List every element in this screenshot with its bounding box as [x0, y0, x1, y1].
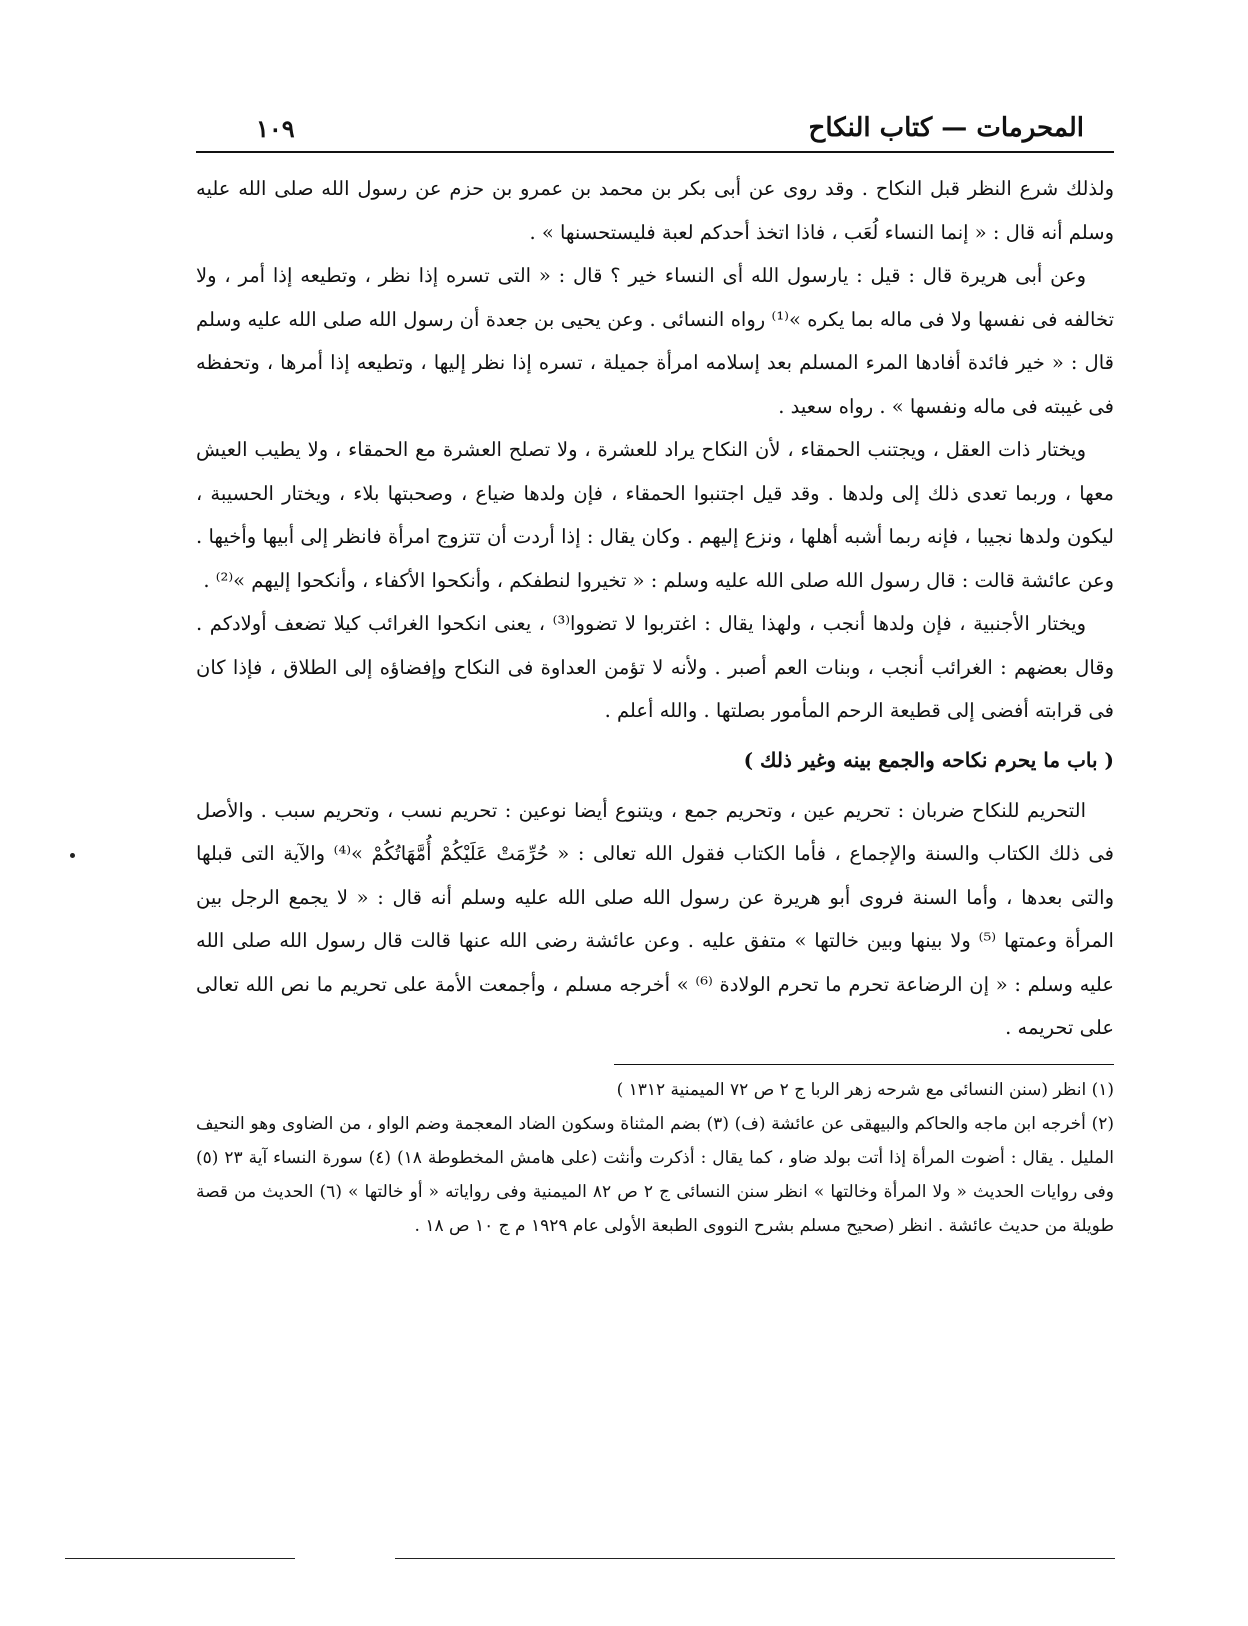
footnote-1: (١) انظر (سنن النسائى مع شرحه زهر الربا ج ٢ ص ٧٢ الميمنية ١٣١٢ ) [616, 1079, 1114, 1100]
header-rule [196, 151, 1114, 153]
chapter-paragraph: التحريم للنكاح ضربان : تحريم عين ، وتحريم جمع ، ويتنوع أيضا نوعين : تحريم نسب ، وتحريم سبب . والأصل فى ذلك الكتاب والسنة والإجماع ، فأما الكتاب فقول الله تعالى : « حُرِّمَتْ عَلَيْكُمْ أُمَّهَاتُكُمْ »⁽⁴⁾ والآية التى قبلها والتى بعدها ، وأما السنة فروى أبو هريرة عن رسول الله صلى الله عليه وسلم أنه قال : « لا يجمع الرجل بين المرأة وعمتها ⁽⁵⁾ ولا بينها وبين خالتها » متفق عليه . وعن عائشة رضى الله عنها قالت قال رسول الله صلى الله عليه وسلم : « إن الرضاعة تحرم ما تحرم الولادة ⁽⁶⁾ » أخرجه مسلم ، وأجمعت الأمة على تحريم ما نص الله تعالى على تحريمه . [196, 798, 1115, 1039]
chapter-title: ( باب ما يحرم نكاحه والجمع بينه وغير ذلك ) [743, 747, 1114, 772]
scan-speck [70, 853, 75, 858]
running-header [196, 95, 1114, 143]
footnotes [196, 1073, 1114, 1243]
paragraph-1: ولذلك شرع النظر قبل النكاح . وقد روى عن أبى بكر بن محمد بن عمرو بن حزم عن رسول الله صلى الله عليه وسلم أنه قال : « إنما النساء لُعَب ، فاذا اتخذ أحدكم لعبة فليستحسنها » . [196, 177, 1114, 244]
paragraph-2: وعن أبى هريرة قال : قيل : يارسول الله أى النساء خير ؟ قال : « التى تسره إذا نظر ، وتطيعه إذا أمر ، ولا تخالفه فى نفسها ولا فى ماله بما يكره »⁽¹⁾ رواه النسائى . وعن يحيى بن جعدة أن رسول الله صلى الله عليه وسلم قال : « خير فائدة أفادها المرء المسلم بعد إسلامه امرأة جميلة ، تسره إذا نظر إليها ، وتطيعه إذا أمرها ، وتحفظه فى غيبته فى ماله ونفسها » . رواه سعيد . [196, 264, 1114, 418]
paragraph-4: ويختار الأجنبية ، فإن ولدها أنجب ، ولهذا يقال : اغتربوا لا تضووا⁽³⁾ ، يعنى انكحوا الغرائب كيلا تضعف أولادكم . وقال بعضهم : الغرائب أنجب ، وبنات العم أصبر . ولأنه لا تؤمن العداوة فى النكاح وإفضاؤه إلى الطلاق ، فإذا كان فى قرابته أفضى إلى قطيعة الرحم المأمور بصلتها . والله أعلم . [196, 612, 1114, 722]
page-number: ١٠٩ [256, 114, 295, 143]
footnote-rule [614, 1064, 1114, 1065]
main-text [196, 167, 1114, 1050]
footnote-2: (٢) أخرجه ابن ماجه والحاكم والبيهقى عن عائشة (ف) (٣) بضم المثناة وسكون الضاد المعجمة وضم الواو ، من الضاوى وهو النحيف المليل . يقال : أضوت المرأة إذا أتت بولد ضاو ، كما يقال : أذكرت وأنثت (على هامش المخطوطة ١٨) (٤) سورة النساء آية ٢٣ (٥) وفى روايات الحديث « ولا المرأة وخالتها » انظر سنن النسائى ج ٢ ص ٨٢ الميمنية وفى رواياته « أو خالتها » (٦) الحديث من قصة طويلة من حديث عائشة . انظر (صحيح مسلم بشرح النووى الطبعة الأولى عام ١٩٢٩ م ج ١٠ ص ١٨ . [196, 1113, 1115, 1236]
running-title: المحرمات — كتاب النكاح [808, 113, 1084, 143]
bottom-rule-left [65, 1558, 295, 1559]
document-page [196, 95, 1114, 1243]
bottom-rule-right [395, 1558, 1115, 1559]
paragraph-3: ويختار ذات العقل ، ويجتنب الحمقاء ، لأن النكاح يراد للعشرة ، ولا تصلح العشرة مع الحمقاء ، ولا يطيب العيش معها ، وربما تعدى ذلك إلى ولدها . وقد قيل اجتنبوا الحمقاء ، فإن ولدها ضياع ، وصحبتها بلاء ، ويختار الحسيبة ، ليكون ولدها نجيبا ، فإنه ربما أشبه أهلها ، ونزع إليهم . وكان يقال : إذا أردت أن تتزوج امرأة فانظر إلى أبيها وأخيها . وعن عائشة قالت : قال رسول الله صلى الله عليه وسلم : « تخيروا لنطفكم ، وأنكحوا الأكفاء ، وأنكحوا إليهم »⁽²⁾ . [196, 438, 1114, 592]
